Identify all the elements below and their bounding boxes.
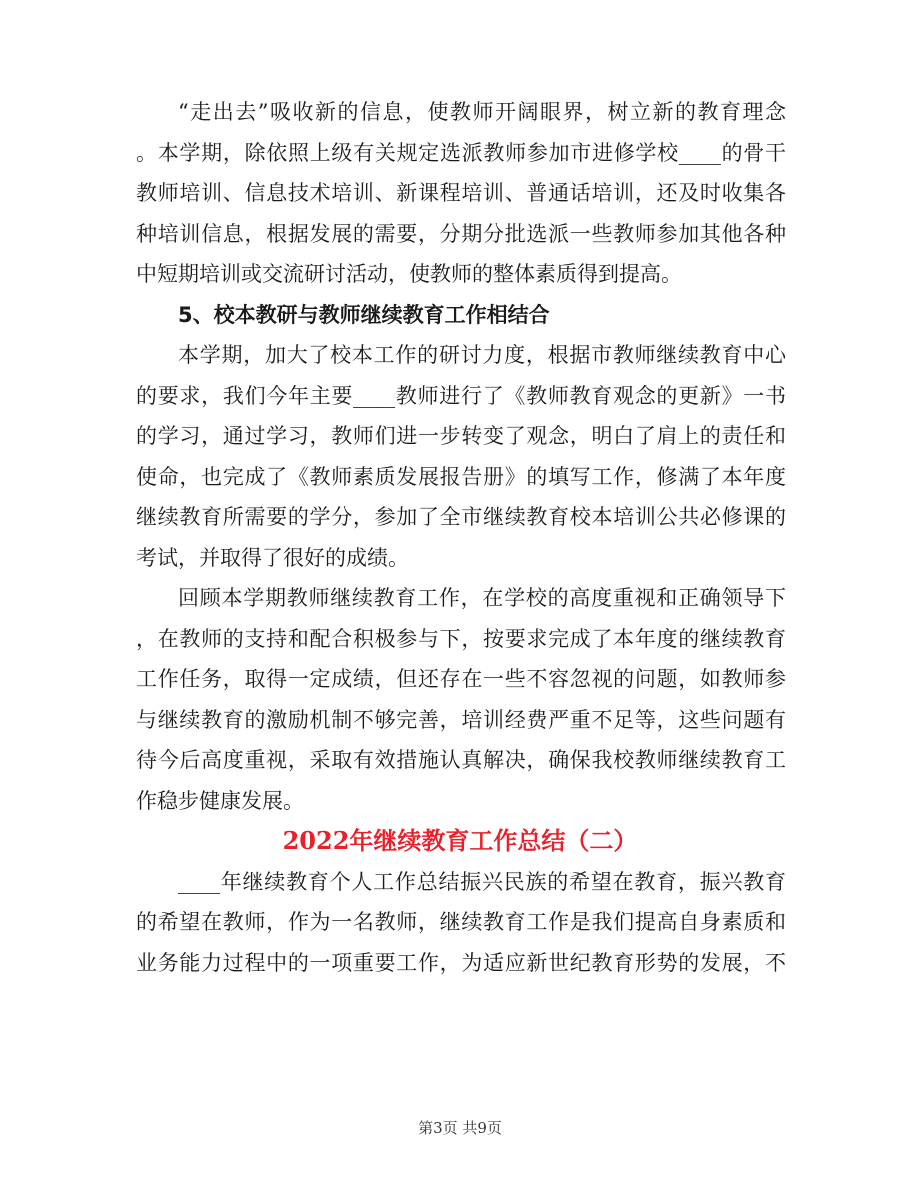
paragraph4-line-2: 的希望在教师，作为一名教师，继续教育工作是我们提高自身素质和: [136, 910, 786, 934]
paragraph1-line-1: “走出去”吸收新的信息，使教师开阔眼界，树立新的教育理念: [178, 100, 786, 124]
section-heading-5: 5、校本教研与教师继续教育工作相结合: [178, 303, 550, 327]
paragraph3-line-3: 工作任务，取得一定成绩，但还存在一些不容忽视的问题，如教师参: [136, 667, 786, 691]
paragraph4-line-3: 业务能力过程中的一项重要工作，为适应新世纪教育形势的发展，不: [136, 951, 786, 975]
paragraph3-line-5: 待今后高度重视，采取有效措施认真解决，确保我校教师继续教育工: [136, 748, 786, 772]
paragraph1-line-4: 种培训信息，根据发展的需要，分期分批选派一些教师参加其他各种: [136, 222, 786, 246]
paragraph2-line-2: 的要求，我们今年主要____教师进行了《教师教育观念的更新》一书: [136, 384, 786, 408]
paragraph2-line-1: 本学期，加大了校本工作的研讨力度，根据市教师继续教育中心: [178, 343, 786, 367]
paragraph2-line-3: 的学习，通过学习，教师们进一步转变了观念，明白了肩上的责任和: [136, 424, 786, 448]
paragraph1-line-3: 教师培训、信息技术培训、新课程培训、普通话培训，还及时收集各: [136, 181, 786, 205]
paragraph3-line-1: 回顾本学期教师继续教育工作，在学校的高度重视和正确领导下: [178, 586, 786, 610]
section-title: 2022年继续教育工作总结（二）: [282, 826, 638, 855]
paragraph1-line-2: 。本学期，除依照上级有关规定选派教师参加市进修学校____的骨干: [136, 141, 786, 165]
paragraph3-line-2: ，在教师的支持和配合积极参与下，按要求完成了本年度的继续教育: [136, 627, 786, 651]
paragraph2-line-4: 使命，也完成了《教师素质发展报告册》的填写工作，修满了本年度: [136, 465, 786, 489]
paragraph2-line-6: 考试，并取得了很好的成绩。: [136, 546, 409, 570]
paragraph3-line-4: 与继续教育的激励机制不够完善，培训经费严重不足等，这些问题有: [136, 708, 786, 732]
paragraph2-line-5: 继续教育所需要的学分，参加了全市继续教育校本培训公共必修课的: [136, 505, 786, 529]
paragraph4-line-1: ____年继续教育个人工作总结振兴民族的希望在教育，振兴教育: [178, 870, 786, 894]
paragraph3-line-6: 作稳步健康发展。: [136, 789, 304, 813]
page-number: 第3页 共9页: [418, 1119, 502, 1137]
paragraph1-line-5: 中短期培训或交流研讨活动，使教师的整体素质得到提高。: [136, 262, 682, 286]
